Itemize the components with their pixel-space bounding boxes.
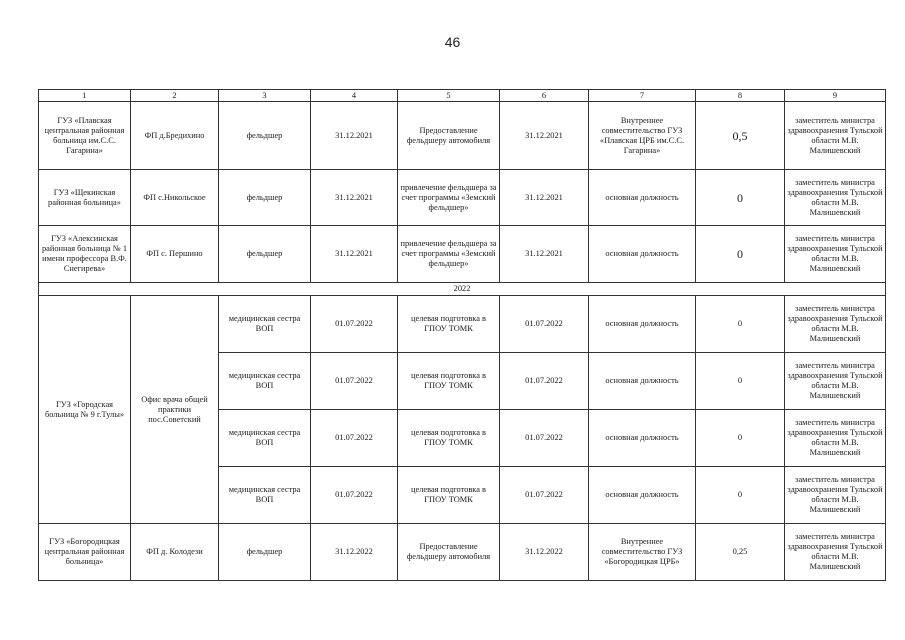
rate-cell: 0 <box>696 296 785 353</box>
date-cell: 31.12.2021 <box>311 102 398 170</box>
column-header: 1 <box>39 90 131 102</box>
column-header: 2 <box>131 90 219 102</box>
column-header: 6 <box>500 90 589 102</box>
approver-cell: заместитель министра здравоохранения Тульской области М.В. Малишевский <box>785 353 886 410</box>
date-cell: 31.12.2021 <box>311 226 398 283</box>
date-cell: 01.07.2022 <box>311 467 398 524</box>
approver-cell: заместитель министра здравоохранения Тульской области М.В. Малишевский <box>785 102 886 170</box>
employment-cell: основная должность <box>589 353 696 410</box>
unit-cell: Офис врача общей практики пос.Советский <box>131 296 219 524</box>
employment-cell: Внутреннее совместительство ГУЗ «Плавская ЦРБ им.С.С. Гагарина» <box>589 102 696 170</box>
staffing-table <box>38 89 886 581</box>
table-row <box>39 524 886 581</box>
org-cell: ГУЗ «Щекинская районная больница» <box>39 170 131 226</box>
date-cell: 01.07.2022 <box>500 410 589 467</box>
org-cell: ГУЗ «Богородицкая центральная районная больница» <box>39 524 131 581</box>
date-cell: 01.07.2022 <box>500 353 589 410</box>
position-cell: фельдшер <box>219 170 311 226</box>
position-cell: медицинская сестра ВОП <box>219 467 311 524</box>
employment-cell: основная должность <box>589 467 696 524</box>
measure-cell: привлечение фельдшера за счет программы «Земский фельдшер» <box>398 226 500 283</box>
unit-cell: ФП с. Першино <box>131 226 219 283</box>
column-header: 3 <box>219 90 311 102</box>
date-cell: 31.12.2021 <box>500 226 589 283</box>
measure-cell: целевая подготовка в ГПОУ ТОМК <box>398 467 500 524</box>
date-cell: 31.12.2022 <box>500 524 589 581</box>
org-cell: ГУЗ «Городская больница № 9 г.Тулы» <box>39 296 131 524</box>
org-cell: ГУЗ «Алексинская районная больница № 1 имени профессора В.Ф. Снегирева» <box>39 226 131 283</box>
measure-cell: целевая подготовка в ГПОУ ТОМК <box>398 353 500 410</box>
rate-cell: 0 <box>696 353 785 410</box>
position-cell: медицинская сестра ВОП <box>219 410 311 467</box>
measure-cell: целевая подготовка в ГПОУ ТОМК <box>398 296 500 353</box>
rate-cell: 0 <box>696 226 785 283</box>
measure-cell: привлечение фельдшера за счет программы «Земский фельдшер» <box>398 170 500 226</box>
column-header: 9 <box>785 90 886 102</box>
position-cell: медицинская сестра ВОП <box>219 353 311 410</box>
approver-cell: заместитель министра здравоохранения Тульской области М.В. Малишевский <box>785 524 886 581</box>
position-cell: медицинская сестра ВОП <box>219 296 311 353</box>
rate-cell: 0,25 <box>696 524 785 581</box>
date-cell: 01.07.2022 <box>311 353 398 410</box>
approver-cell: заместитель министра здравоохранения Тульской области М.В. Малишевский <box>785 410 886 467</box>
date-cell: 01.07.2022 <box>500 467 589 524</box>
employment-cell: основная должность <box>589 170 696 226</box>
table-row <box>39 226 886 283</box>
unit-cell: ФП д. Колодези <box>131 524 219 581</box>
table-row <box>39 296 886 353</box>
date-cell: 01.07.2022 <box>311 296 398 353</box>
page-number: 46 <box>444 34 461 50</box>
position-cell: фельдшер <box>219 226 311 283</box>
column-header: 8 <box>696 90 785 102</box>
position-cell: фельдшер <box>219 524 311 581</box>
position-cell: фельдшер <box>219 102 311 170</box>
header-row <box>39 90 886 102</box>
approver-cell: заместитель министра здравоохранения Тульской области М.В. Малишевский <box>785 467 886 524</box>
measure-cell: целевая подготовка в ГПОУ ТОМК <box>398 410 500 467</box>
date-cell: 31.12.2021 <box>500 170 589 226</box>
rate-cell: 0 <box>696 170 785 226</box>
org-cell: ГУЗ «Плавская центральная районная больница им.С.С. Гагарина» <box>39 102 131 170</box>
date-cell: 31.12.2022 <box>311 524 398 581</box>
approver-cell: заместитель министра здравоохранения Тульской области М.В. Малишевский <box>785 170 886 226</box>
approver-cell: заместитель министра здравоохранения Тульской области М.В. Малишевский <box>785 226 886 283</box>
year-row <box>39 283 886 296</box>
date-cell: 31.12.2021 <box>500 102 589 170</box>
column-header: 4 <box>311 90 398 102</box>
approver-cell: заместитель министра здравоохранения Тульской области М.В. Малишевский <box>785 296 886 353</box>
column-header: 7 <box>589 90 696 102</box>
table-row <box>39 170 886 226</box>
employment-cell: Внутреннее совместительство ГУЗ «Богородицкая ЦРБ» <box>589 524 696 581</box>
employment-cell: основная должность <box>589 226 696 283</box>
date-cell: 01.07.2022 <box>311 410 398 467</box>
measure-cell: Предоставление фельдшеру автомобиля <box>398 102 500 170</box>
unit-cell: ФП с.Никольское <box>131 170 219 226</box>
employment-cell: основная должность <box>589 296 696 353</box>
date-cell: 31.12.2021 <box>311 170 398 226</box>
rate-cell: 0,5 <box>696 102 785 170</box>
rate-cell: 0 <box>696 467 785 524</box>
unit-cell: ФП д.Бредихино <box>131 102 219 170</box>
year-label: 2022 <box>39 283 886 296</box>
rate-cell: 0 <box>696 410 785 467</box>
table-row <box>39 102 886 170</box>
measure-cell: Предоставление фельдшеру автомобиля <box>398 524 500 581</box>
column-header: 5 <box>398 90 500 102</box>
employment-cell: основная должность <box>589 410 696 467</box>
date-cell: 01.07.2022 <box>500 296 589 353</box>
